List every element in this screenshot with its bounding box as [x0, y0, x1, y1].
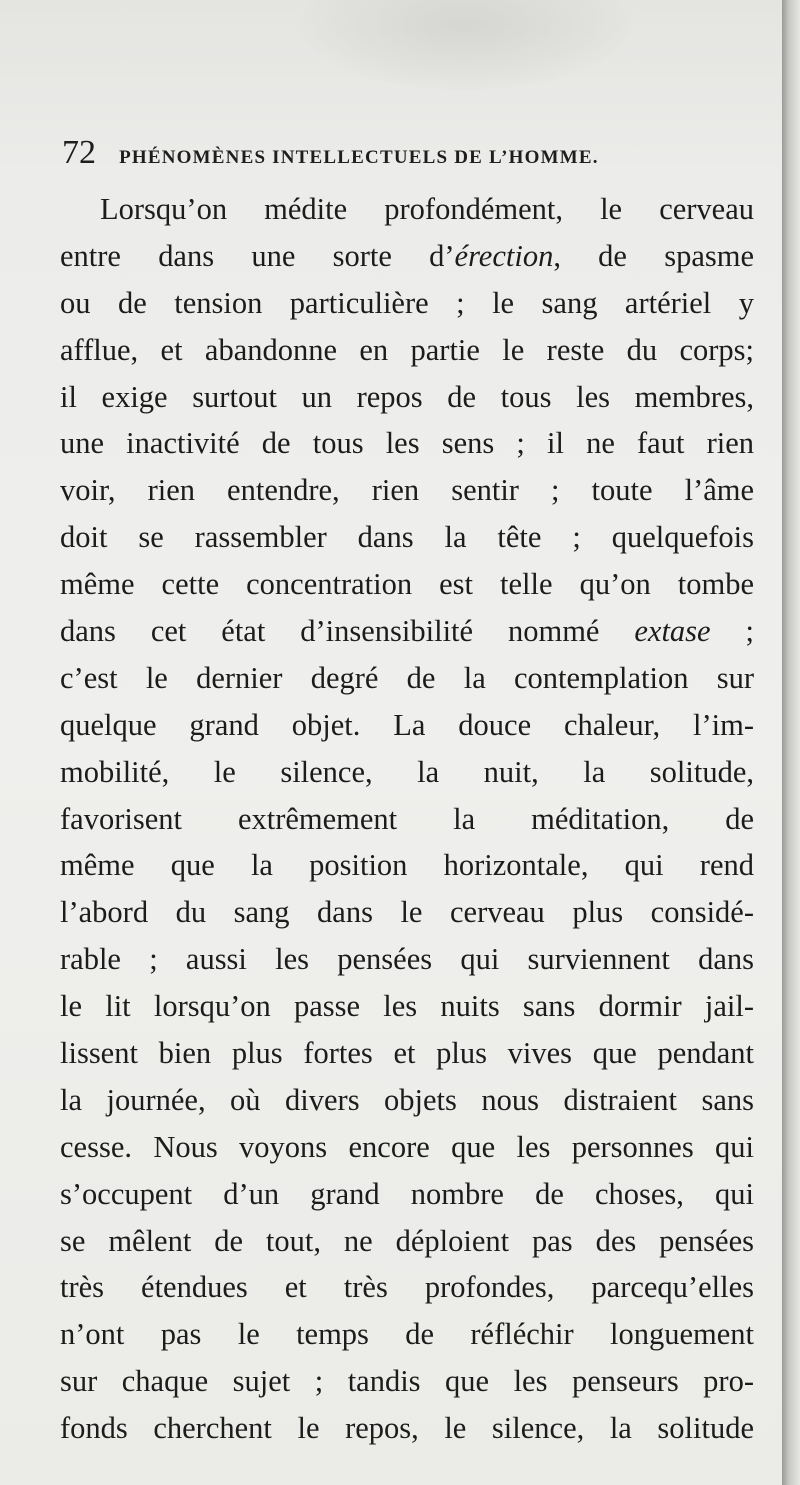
paper-stain: [300, 0, 630, 90]
text-line: quelque grand objet. La douce chaleur, l’im-: [60, 707, 754, 742]
text-line: favorisent extrêmement la méditation, de: [60, 801, 754, 836]
text-line: s’occupent d’un grand nombre de choses, qui: [60, 1176, 754, 1211]
text-line: ou de tension particulière ; le sang artériel y: [60, 285, 754, 320]
text-line: entre dans une sorte d’érection, de spasme: [60, 238, 754, 273]
text-line: le lit lorsqu’on passe les nuits sans dormir jail-: [60, 989, 754, 1024]
text-line: voir, rien entendre, rien sentir ; toute l’âme: [60, 473, 754, 508]
text-line: il exige surtout un repos de tous les membres,: [60, 379, 754, 414]
text-line: se mêlent de tout, ne déploient pas des pensées: [60, 1223, 754, 1258]
text-line: afflue, et abandonne en partie le reste du corps;: [60, 332, 754, 367]
page-header: [62, 134, 702, 178]
text-line: fonds cherchent le repos, le silence, la solitude: [60, 1411, 754, 1446]
text-line: une inactivité de tous les sens ; il ne faut rien: [60, 426, 754, 461]
text-line: dans cet état d’insensibilité nommé extase ;: [60, 614, 754, 649]
text-line: l’abord du sang dans le cerveau plus considé-: [60, 895, 754, 930]
text-line: lissent bien plus fortes et plus vives que pendant: [60, 1036, 754, 1071]
text-line: mobilité, le silence, la nuit, la solitude,: [60, 754, 754, 789]
text-line: Lorsqu’on médite profondément, le cerveau: [100, 192, 754, 226]
text-line: très étendues et très profondes, parcequ’elles: [60, 1270, 754, 1305]
page-number: 72: [62, 134, 96, 171]
text-line: n’ont pas le temps de réfléchir longuement: [60, 1317, 754, 1352]
text-line: sur chaque sujet ; tandis que les penseurs pro-: [60, 1364, 754, 1399]
page-edge-shadow: [782, 0, 800, 1485]
running-title: PHÉNOMÈNES INTELLECTUELS DE L’HOMME.: [119, 147, 599, 168]
text-line: c’est le dernier degré de la contemplation sur: [60, 660, 754, 695]
text-line: cesse. Nous voyons encore que les personnes qui: [60, 1129, 754, 1164]
text-line: la journée, où divers objets nous distraient sans: [60, 1082, 754, 1117]
body-text: [60, 186, 754, 1452]
text-line: même cette concentration est telle qu’on tombe: [60, 567, 754, 602]
text-line: rable ; aussi les pensées qui surviennent dans: [60, 942, 754, 977]
text-line: même que la position horizontale, qui rend: [60, 848, 754, 883]
text-line: doit se rassembler dans la tête ; quelquefois: [60, 520, 754, 555]
